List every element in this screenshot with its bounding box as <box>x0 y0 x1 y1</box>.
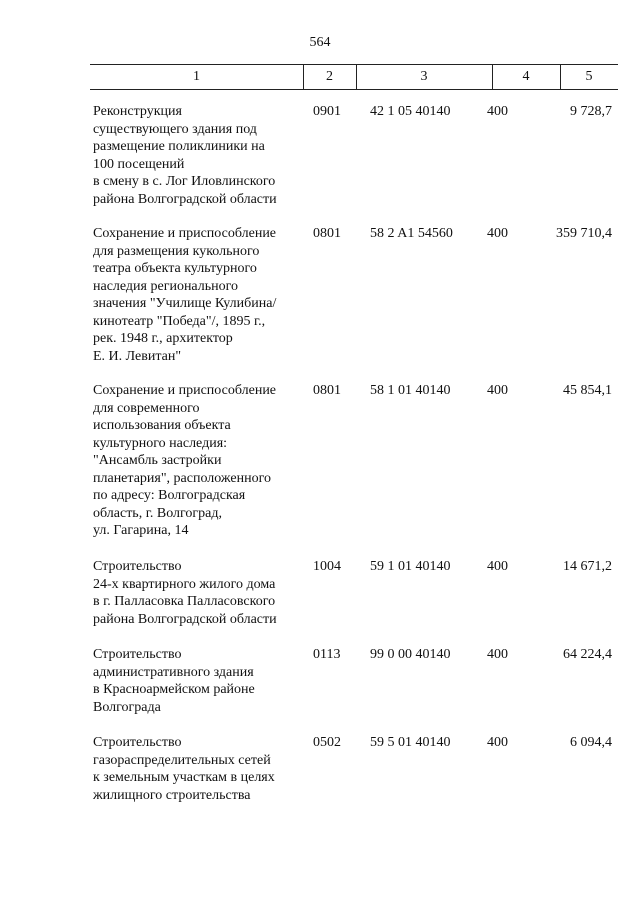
row-name-line: района Волгоградской области <box>93 611 277 627</box>
row-name-line: значения "Училище Кулибина/ <box>93 296 277 311</box>
row-amount: 45 854,1 <box>563 383 612 398</box>
row-name-line: 100 посещений <box>93 156 185 172</box>
row-name <box>93 225 308 365</box>
row-name-line: Сохранение и приспособление <box>93 226 277 241</box>
row-name-line: существующего здания под <box>93 121 257 137</box>
row-type: 400 <box>487 735 508 750</box>
row-name-line: театра объекта культурного <box>93 261 257 276</box>
row-name-line: административного здания <box>93 664 254 680</box>
page-number: 564 <box>309 35 331 50</box>
row-name-line: для современного <box>93 400 200 416</box>
row-target: 59 1 01 40140 <box>370 559 451 574</box>
header-col-2: 2 <box>326 69 333 84</box>
row-name-line: планетария", расположенного <box>93 470 272 486</box>
row-name-line: в г. Палласовка Палласовского <box>93 594 276 609</box>
row-name-line: использования объекта <box>93 418 231 433</box>
row-name-line: в смену в с. Лог Иловлинского <box>93 174 276 189</box>
row-name-line: ул. Гагарина, 14 <box>93 523 189 538</box>
row-name-line: наследия регионального <box>93 278 239 294</box>
row-code: 0801 <box>313 383 341 398</box>
row-name-line: по адресу: Волгоградская <box>93 488 246 503</box>
row-name-line: Строительство <box>93 647 182 662</box>
row-code: 0801 <box>313 226 341 241</box>
row-type: 400 <box>487 559 508 574</box>
row-code: 0502 <box>313 735 341 750</box>
row-name-line: района Волгоградской области <box>93 191 277 207</box>
row-name-line: Е. И. Левитан" <box>93 348 182 364</box>
row-target: 59 5 01 40140 <box>370 735 451 750</box>
row-name-line: область, г. Волгоград, <box>93 505 222 521</box>
row-code: 0113 <box>313 647 341 662</box>
row-name-line: Строительство <box>93 559 182 574</box>
header-col-1: 1 <box>193 69 200 84</box>
row-type: 400 <box>487 226 508 241</box>
row-type: 400 <box>487 104 508 119</box>
row-name <box>93 734 308 804</box>
row-name-line: в Красноармейском районе <box>93 682 255 697</box>
row-name-line: Реконструкция <box>93 104 182 119</box>
row-name-line: кинотеатр "Победа"/, 1895 г., <box>93 313 266 329</box>
row-name-line: 24-х квартирного жилого дома <box>93 576 276 592</box>
row-name-line: Строительство <box>93 735 182 750</box>
row-name <box>93 646 308 716</box>
header-col-4: 4 <box>522 69 530 84</box>
row-amount: 64 224,4 <box>563 647 612 662</box>
row-amount: 6 094,4 <box>570 735 612 750</box>
row-name-line: к земельным участкам в целях <box>93 770 275 785</box>
row-name <box>93 103 308 208</box>
row-amount: 359 710,4 <box>556 226 612 241</box>
row-name-line: "Ансамбль застройки <box>93 453 222 468</box>
row-name-line: размещение поликлиники на <box>93 139 265 154</box>
row-target: 58 2 A1 54560 <box>370 226 453 241</box>
row-name-line: рек. 1948 г., архитектор <box>93 331 233 346</box>
row-amount: 14 671,2 <box>563 559 612 574</box>
row-code: 0901 <box>313 104 341 119</box>
row-target: 99 0 00 40140 <box>370 647 451 662</box>
header-col-3: 3 <box>420 69 428 84</box>
row-code: 1004 <box>313 559 341 574</box>
row-type: 400 <box>487 383 508 398</box>
table-header <box>90 64 618 90</box>
row-name-line: Волгограда <box>93 699 161 715</box>
row-target: 42 1 05 40140 <box>370 104 451 119</box>
row-name <box>93 382 308 540</box>
row-name-line: газораспределительных сетей <box>93 752 271 768</box>
row-amount: 9 728,7 <box>570 104 612 119</box>
row-target: 58 1 01 40140 <box>370 383 451 398</box>
header-col-5: 5 <box>585 69 593 84</box>
row-name <box>93 558 308 628</box>
row-name-line: жилищного строительства <box>93 787 251 803</box>
row-name-line: культурного наследия: <box>93 435 228 451</box>
row-name-line: для размещения кукольного <box>93 243 260 259</box>
row-type: 400 <box>487 647 508 662</box>
row-name-line: Сохранение и приспособление <box>93 383 277 398</box>
